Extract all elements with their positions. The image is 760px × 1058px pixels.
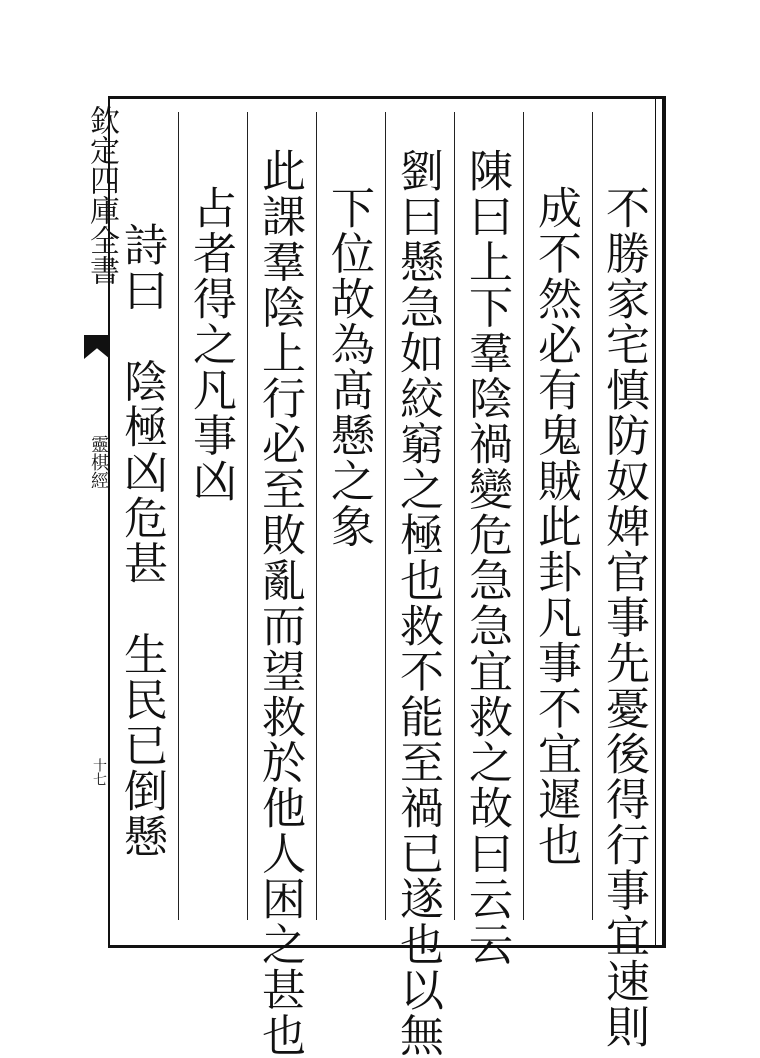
text-column: 占者得之凡事凶 bbox=[185, 185, 236, 504]
column-rule bbox=[385, 112, 386, 920]
text-column: 成不然必有鬼賊此卦凡事不宜遲也 bbox=[530, 185, 581, 868]
text-column: 下位故為髙懸之象 bbox=[323, 185, 374, 549]
column-rule bbox=[523, 112, 524, 920]
column-rule bbox=[316, 112, 317, 920]
text-column: 不勝家宅慎防奴婢官事先憂後得行事宜速則 bbox=[598, 185, 649, 1050]
column-rule bbox=[454, 112, 455, 920]
column-rule bbox=[592, 112, 593, 920]
text-column: 詩曰 陰極凶危甚 生民已倒懸 bbox=[116, 222, 167, 859]
book-title: 欽定四庫全書 bbox=[84, 105, 119, 285]
text-column: 陳曰上下羣陰禍變危急急宜救之故曰云云 bbox=[461, 148, 512, 967]
chapter-title: 靈棋經 bbox=[88, 435, 109, 489]
page-number: 十七 bbox=[91, 758, 107, 786]
text-column: 此課羣陰上行必至敗亂而望救於他人困之甚也 bbox=[254, 148, 305, 1058]
fish-tail-mark bbox=[84, 335, 110, 359]
column-rule bbox=[247, 112, 248, 920]
column-rule bbox=[178, 112, 179, 920]
text-column: 劉曰懸急如絞窮之極也救不能至禍已遂也以無 bbox=[392, 148, 443, 1058]
